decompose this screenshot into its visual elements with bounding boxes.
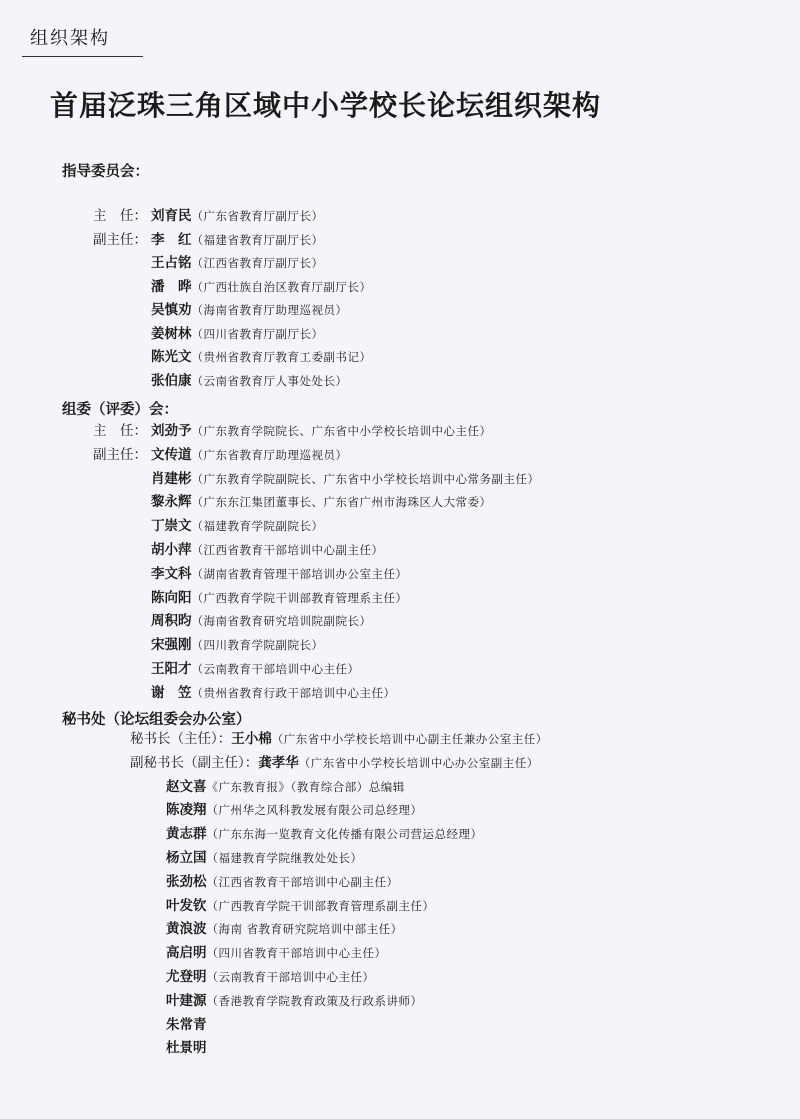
member-title-note: （福建省教育厅副厅长） — [191, 232, 324, 247]
committee-row — [151, 587, 408, 609]
member-name: 黄浪波 — [166, 921, 207, 938]
member-name: 谢 笠 — [151, 684, 192, 701]
committee-row — [93, 444, 348, 466]
member-title-note: （海南省教育厅助理巡视员） — [191, 303, 348, 317]
member-title-note: （福建教育学院继教处处长） — [206, 851, 363, 865]
member-title-note: （四川教育学院副院长） — [191, 638, 324, 653]
secretariat-row — [130, 752, 539, 774]
member-name: 黄志群 — [166, 826, 207, 843]
member-name: 李 红 — [151, 231, 192, 248]
committee-row — [93, 420, 492, 442]
member-name: 刘劲予 — [151, 423, 192, 439]
member-title-note: （云南教育干部培训中心主任） — [206, 970, 375, 984]
member-name: 黎永辉 — [151, 494, 192, 511]
member-title-note: （香港教育学院教育政策及行政系讲师） — [206, 993, 423, 1008]
member-name: 尤登明 — [166, 969, 207, 985]
member-name: 王占铭 — [151, 255, 192, 271]
secretariat-row — [166, 823, 483, 845]
member-title-note: （江西省教育干部培训中心副主任） — [206, 874, 399, 889]
committee-row — [151, 468, 540, 490]
secretariat-row — [166, 1014, 207, 1036]
secretariat-row — [166, 799, 423, 821]
member-title-note: （广东省教育厅副厅长） — [191, 209, 324, 223]
member-name: 叶发钦 — [166, 897, 207, 914]
member-title-note: （广东教育学院院长、广东省中小学校长培训中心主任） — [191, 424, 492, 438]
member-role: 副主任： — [93, 446, 147, 463]
committee-row — [151, 610, 372, 632]
secretariat-row — [166, 990, 423, 1012]
guidance-row — [93, 205, 324, 227]
member-title-note: （广西壮族自治区教育厅副厅长） — [191, 279, 372, 294]
secretariat-row — [166, 871, 399, 893]
committee-row — [151, 491, 492, 513]
member-title-note: （四川省教育干部培训中心主任） — [206, 946, 387, 961]
secretariat-row — [166, 776, 405, 798]
member-title-note: （福建教育学院副院长） — [191, 519, 324, 534]
member-role: 秘书长（主任）： — [130, 731, 232, 747]
guidance-row — [151, 299, 348, 321]
member-name: 姜树林 — [151, 325, 192, 342]
member-title-note: （云南省教育厅人事处处长） — [191, 373, 348, 388]
secretariat-heading: 秘书处（论坛组委会办公室） — [62, 712, 251, 728]
secretariat-row — [166, 1037, 207, 1059]
member-title-note: （贵州省教育厅教育工委副书记） — [191, 350, 372, 364]
member-title-note: （江西省教育干部培训中心副主任） — [191, 543, 384, 557]
guidance-row — [93, 229, 324, 251]
member-name: 叶建源 — [166, 992, 207, 1009]
member-name: 陈光文 — [151, 349, 192, 365]
committee-row — [151, 634, 324, 656]
secretariat-row — [166, 895, 435, 917]
member-role: 主 任： — [93, 208, 147, 224]
member-name: 潘 晔 — [151, 278, 192, 295]
member-title-note: （广东省教育厅助理巡视员） — [191, 447, 348, 462]
committee-row — [151, 515, 324, 537]
member-name: 杨立国 — [166, 850, 207, 866]
member-name: 陈凌翔 — [166, 802, 207, 819]
member-title-note: （云南教育干部培训中心主任） — [191, 662, 360, 676]
member-name: 吴慎劝 — [151, 302, 192, 318]
member-name: 高启明 — [166, 945, 207, 962]
member-name: 王阳才 — [151, 661, 192, 677]
guidance-row — [151, 370, 348, 392]
member-title-note: （海南 省教育研究院培训中部主任） — [206, 922, 403, 937]
guidance-heading: 指导委员会： — [62, 164, 149, 180]
member-title-note: （广东教育学院副院长、广东省中小学校长培训中心常务副主任） — [191, 471, 540, 486]
member-name: 肖建彬 — [151, 470, 192, 487]
member-role: 副秘书长（副主任）： — [130, 754, 259, 771]
member-name: 胡小萍 — [151, 542, 192, 558]
member-title-note: （湖南省教育管理干部培训办公室主任） — [191, 566, 408, 581]
member-title-note: （广西教育学院干训部教育管理系副主任） — [206, 898, 435, 913]
member-title-note: （贵州省教育行政干部培训中心主任） — [191, 685, 396, 700]
guidance-row — [151, 323, 324, 345]
member-name: 文传道 — [151, 446, 192, 463]
secretariat-row — [130, 728, 548, 750]
member-title-note: （广东东海一览教育文化传播有限公司营运总经理） — [206, 827, 483, 842]
section-tag: 组织架构 — [22, 22, 143, 57]
member-title-note: （四川省教育厅副厅长） — [191, 326, 324, 341]
member-name: 周积昀 — [151, 613, 192, 630]
member-name: 陈向阳 — [151, 589, 192, 606]
member-name: 张伯康 — [151, 372, 192, 389]
member-title-note: （海南省教育研究培训院副院长） — [191, 614, 372, 629]
page-title: 首届泛珠三角区域中小学校长论坛组织架构 — [50, 89, 602, 122]
member-title-note: 《广东教育报》（教育综合部）总编辑 — [206, 779, 405, 794]
member-name: 朱常青 — [166, 1016, 207, 1033]
guidance-row — [151, 276, 372, 298]
committee-row — [151, 563, 408, 585]
member-name: 赵文喜 — [166, 778, 207, 795]
member-name: 龚孝华 — [258, 754, 299, 771]
member-role: 副主任： — [93, 231, 147, 248]
secretariat-row — [166, 918, 403, 940]
secretariat-row — [166, 847, 363, 869]
member-name: 宋强刚 — [151, 637, 192, 654]
guidance-row — [151, 252, 324, 274]
committee-row — [151, 539, 384, 561]
committee-row — [151, 682, 396, 704]
member-title-note: （广州华之风科教发展有限公司总经理） — [206, 803, 423, 818]
member-title-note: （广西教育学院干训部教育管理系主任） — [191, 590, 408, 605]
member-name: 刘育民 — [151, 208, 192, 224]
member-name: 王小棉 — [231, 731, 272, 747]
member-name: 李文科 — [151, 565, 192, 582]
member-title-note: （广东省中小学校长培训中心办公室副主任） — [298, 755, 539, 770]
secretariat-row — [166, 942, 387, 964]
member-role: 主 任： — [93, 423, 147, 439]
secretariat-row — [166, 966, 375, 988]
committee-heading: 组委（评委）会： — [62, 402, 178, 418]
member-title-note: （广东东江集团董事长、广东省广州市海珠区人大常委） — [191, 495, 492, 510]
member-name: 张劲松 — [166, 873, 207, 890]
member-name: 丁崇文 — [151, 518, 192, 535]
guidance-row — [151, 346, 372, 368]
member-title-note: （江西省教育厅副厅长） — [191, 256, 324, 270]
committee-row — [151, 658, 360, 680]
member-title-note: （广东省中小学校长培训中心副主任兼办公室主任） — [271, 732, 548, 746]
member-name: 杜景明 — [166, 1040, 207, 1057]
